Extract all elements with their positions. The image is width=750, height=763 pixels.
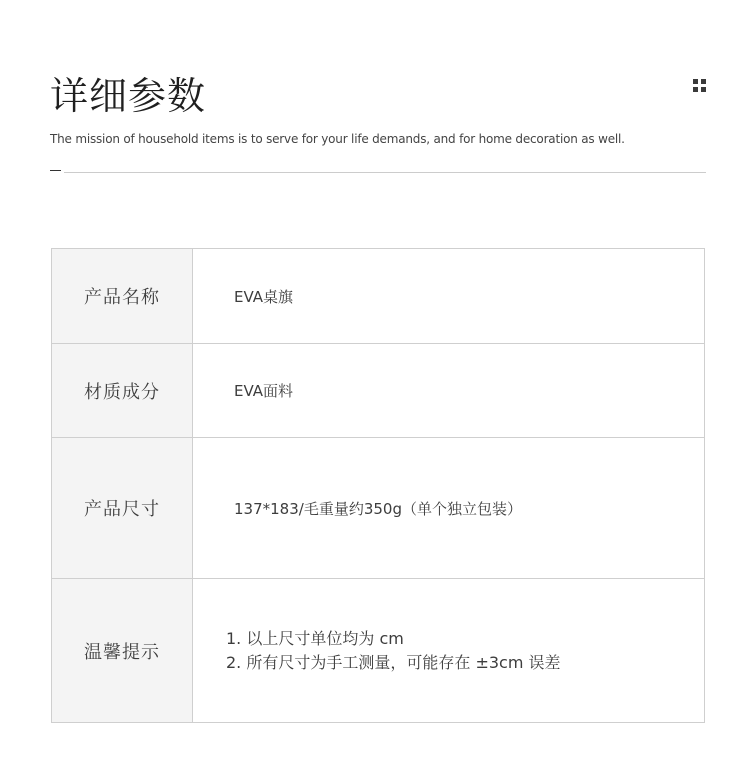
note-line: 1. 以上尺寸单位均为 cm [226,628,404,648]
spec-value: EVA面料 [234,382,294,400]
spec-value: EVA桌旗 [234,287,294,306]
grid-icon-cell [701,79,706,84]
spec-row-material [52,343,704,437]
spec-row-size [52,437,704,578]
note-line: 2. 所有尺寸为手工测量，可能存在 ±3cm 误差 [226,652,561,672]
spec-row-tips [52,578,704,722]
grid-icon-cell [693,87,698,92]
grid-icon-cell [701,87,706,92]
spec-notes [193,579,704,722]
grid-icon[interactable] [693,79,706,92]
spec-table [51,248,705,723]
spec-label: 产品名称 [52,249,193,343]
spec-label: 产品尺寸 [52,438,193,578]
spec-row-product-name [52,249,704,343]
accent-dash [50,170,61,171]
grid-icon-cell [693,79,698,84]
page-title: 详细参数 [50,74,207,118]
spec-label: 温馨提示 [52,579,193,722]
header-divider [64,172,706,173]
spec-value: 137*183/毛重量约350g（单个独立包装） [234,499,522,518]
spec-label: 材质成分 [52,344,193,437]
page-subtitle: The mission of household items is to serve for your life demands, and for home decoration as well. [50,132,625,146]
